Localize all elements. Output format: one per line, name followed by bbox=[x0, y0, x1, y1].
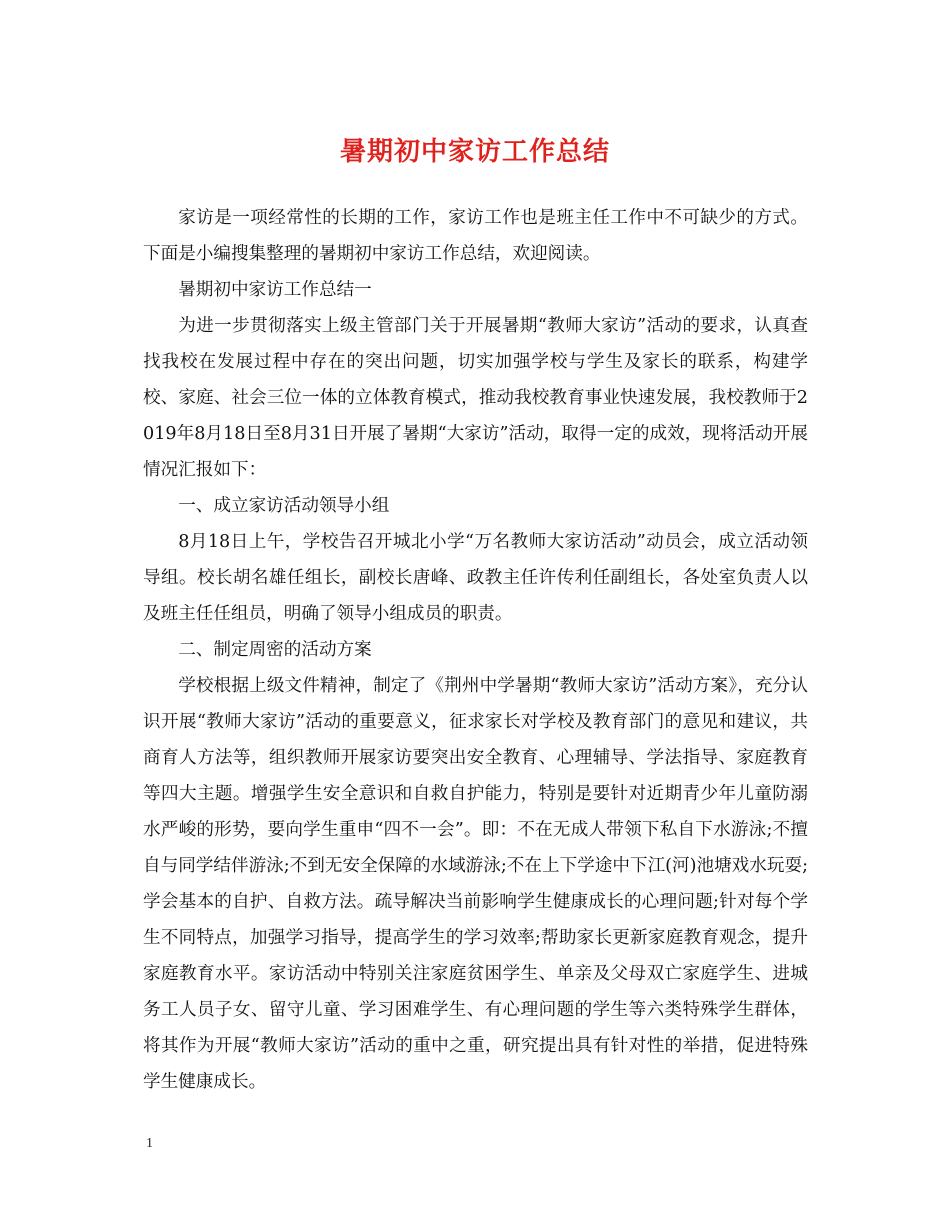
section-heading: 暑期初中家访工作总结一 bbox=[178, 280, 372, 300]
document-body bbox=[143, 200, 808, 1100]
paragraph: 学校根据上级文件精神，制定了《荆州中学暑期“教师大家访”活动方案》，充分认识开展“教师大家访”活动的重要意义，征求家长对学校及教育部门的意见和建议，共商育人方法等，组织教师开展家访要突出安全教育、心理辅导、学法指导、家庭教育等四大主题。增强学生安全意识和自救自护能力，特别是要针对近期青少年儿童防溺水严峻的形势，要向学生重申“四不一会”。即：不在无成人带领下私自下水游泳;不擅自与同学结伴游泳;不到无安全保障的水域游泳;不在上下学途中下江(河)池塘戏水玩耍;学会基本的自护、自救方法。疏导解决当前影响学生健康成长的心理问题;针对每个学生不同特点，加强学习指导，提高学生的学习效率;帮助家长更新家庭教育观念，提升家庭教育水平。家访活动中特别关注家庭贫困学生、单亲及父母双亡家庭学生、进城务工人员子女、留守儿童、学习困难学生、有心理问题的学生等六类特殊学生群体，将其作为开展“教师大家访”活动的重中之重，研究提出具有针对性的举措，促进特殊学生健康成长。 bbox=[143, 676, 808, 1092]
paragraph-intro: 家访是一项经常性的长期的工作，家访工作也是班主任工作中不可缺少的方式。下面是小编搜集整理的暑期初中家访工作总结，欢迎阅读。 bbox=[143, 208, 808, 264]
document-title: 暑期初中家访工作总结 bbox=[339, 137, 610, 167]
paragraph: 8月18日上午，学校告召开城北小学“万名教师大家访活动”动员会，成立活动领导组。校长胡名雄任组长，副校长唐峰、政教主任许传利任副组长，各处室负责人以及班主任任组员，明确了领导小组成员的职责。 bbox=[143, 532, 808, 624]
paragraph: 为进一步贯彻落实上级主管部门关于开展暑期“教师大家访”活动的要求，认真查找我校在发展过程中存在的突出问题，切实加强学校与学生及家长的联系，构建学校、家庭、社会三位一体的立体教育模式，推动我校教育事业快速发展，我校教师于2019年8月18日至8月31日开展了暑期“大家访”活动，取得一定的成效，现将活动开展情况汇报如下： bbox=[143, 316, 808, 480]
section-heading: 二、制定周密的活动方案 bbox=[178, 640, 372, 660]
section-heading: 一、成立家访活动领导小组 bbox=[178, 496, 390, 516]
page-number: 1 bbox=[146, 1136, 153, 1151]
